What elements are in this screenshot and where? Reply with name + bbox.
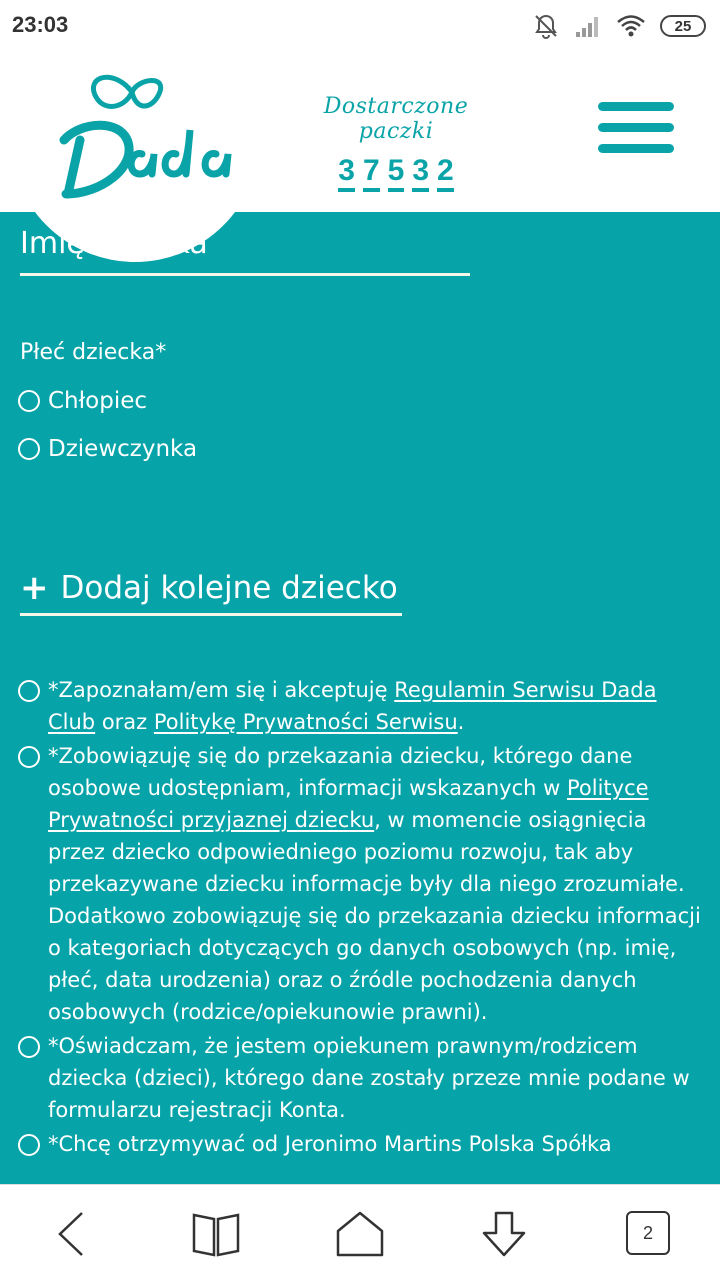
add-child-button[interactable] (20, 562, 402, 616)
consent-terms[interactable] (18, 674, 708, 738)
radio-button[interactable] (18, 438, 40, 460)
gender-label: Płeć dziecka* (20, 340, 167, 365)
signal-icon (574, 14, 602, 38)
consent-marketing[interactable] (18, 1128, 708, 1160)
browser-bottom-nav (0, 1184, 720, 1280)
radio-button[interactable] (18, 390, 40, 412)
add-child-label: Dodaj kolejne dziecko (60, 569, 398, 606)
consent-text (48, 740, 708, 1028)
consent-child-info[interactable] (18, 740, 708, 1028)
counter-digit: 5 (388, 156, 405, 192)
gender-option-girl[interactable] (18, 436, 197, 462)
consent-guardian[interactable] (18, 1030, 708, 1126)
child-name-field[interactable] (20, 226, 470, 276)
consent-checkbox[interactable] (18, 1134, 40, 1156)
dada-logo[interactable] (40, 70, 240, 210)
counter-digit: 7 (363, 156, 380, 192)
gender-option-boy[interactable] (18, 388, 147, 414)
home-icon[interactable] (334, 1209, 386, 1259)
status-icons (532, 10, 706, 42)
tabs-icon[interactable]: 2 (626, 1211, 670, 1255)
counter-digit: 3 (412, 156, 429, 192)
gender-option-label: Dziewczynka (48, 436, 198, 462)
consent-checkbox[interactable] (18, 746, 40, 768)
registration-form (0, 212, 720, 1184)
terms-link[interactable]: Regulamin Serwisu Dada Club (48, 678, 657, 734)
child-privacy-policy-link[interactable]: Polityce Prywatności przyjaznej dziecku (48, 776, 649, 832)
delivered-packages (296, 94, 496, 192)
consent-text-part: *Zobowiązuję się do przekazania dziecku, którego dane osobowe udostępniam, informacji wskazanych w (48, 744, 633, 800)
plus-icon: + (20, 567, 49, 608)
consent-text: *Oświadczam, że jestem opiekunem prawnym/rodzicem dziecka (dzieci), którego dane zostały przeze mnie podane w formularzu rejestracji Konta. (48, 1034, 690, 1122)
packages-counter (296, 156, 496, 192)
hamburger-icon[interactable] (598, 102, 678, 162)
back-icon[interactable] (46, 1209, 98, 1259)
bookmarks-icon[interactable] (190, 1209, 242, 1259)
counter-digit: 3 (338, 156, 355, 192)
child-name-label: Imię dziecka (20, 226, 208, 261)
privacy-policy-link[interactable]: Politykę Prywatności Serwisu (153, 710, 458, 734)
consent-text-part: *Zapoznałam/em się i akceptuję (48, 678, 395, 702)
consent-text-part: , w momencie osiągnięcia przez dziecko odpowiedniego poziomu rozwoju, tak aby przekazywane dziecku informacje były dla niego zrozumiałe. Dodatkowo zobowiązuję się do przekazania dziecku informacji o kategoriach dotyczących go danych osobowych (np. imię, płeć, data urodzenia) oraz o źródle pochodzenia danych osobowych (rodzice/opiekunowie prawni). (48, 808, 701, 1024)
status-bar (0, 0, 720, 52)
consent-checkbox[interactable] (18, 680, 40, 702)
muted-bell-icon (532, 12, 560, 40)
wifi-icon (616, 14, 646, 38)
consent-text-part: . (457, 710, 465, 734)
consents-list (18, 674, 708, 1162)
consent-text: *Chcę otrzymywać od Jeronimo Martins Polska Spółka (48, 1132, 612, 1156)
consent-text (48, 674, 708, 738)
delivered-label: Dostarczone paczki (323, 94, 469, 144)
consent-checkbox[interactable] (18, 1036, 40, 1058)
counter-digit: 2 (437, 156, 454, 192)
battery-icon: 25 (660, 15, 706, 37)
consent-text-part: oraz (95, 710, 154, 734)
gender-option-label: Chłopiec (48, 388, 148, 414)
download-icon[interactable] (478, 1209, 530, 1259)
status-time: 23:03 (12, 12, 69, 37)
